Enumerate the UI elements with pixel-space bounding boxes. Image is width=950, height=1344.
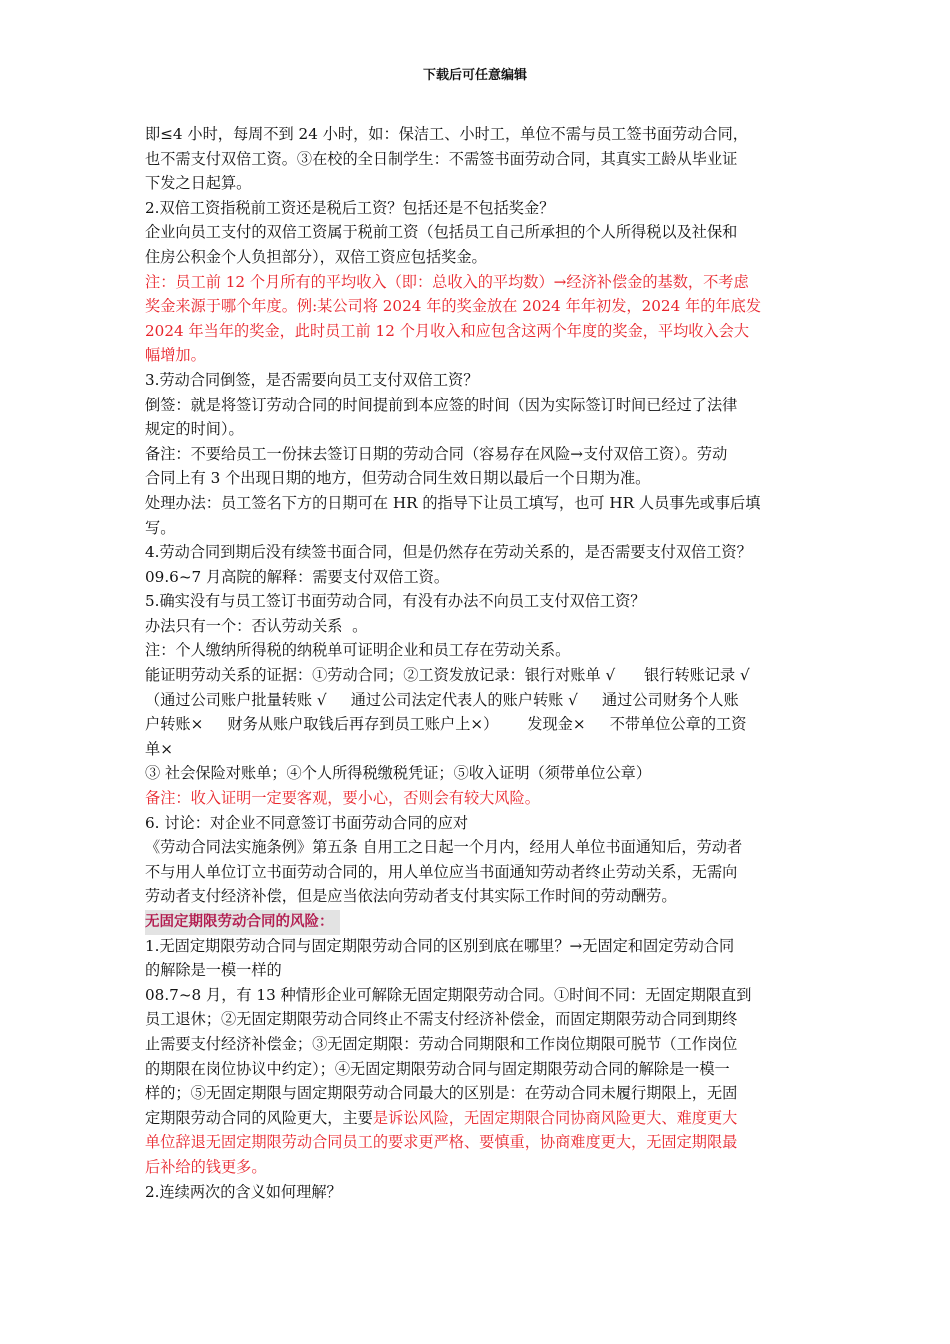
text-line: 奖金来源于哪个年度。例:某公司将 2024 年的奖金放在 2024 年年初发，2024 年的年底发 [145, 297, 762, 316]
text-line: 1.无固定期限劳动合同与固定期限劳动合同的区别到底在哪里？→无固定和固定劳动合同 [145, 936, 735, 955]
text-line: 合同上有 3 个出现日期的地方，但劳动合同生效日期以最后一个日期为准。 [145, 469, 651, 488]
text-line: 备注：不要给员工一份抹去签订日期的劳动合同（容易存在风险→支付双倍工资）。劳动 [145, 444, 728, 463]
document-body [145, 122, 810, 1204]
text-segment-highlight: 是诉讼风险，无固定期限合同协商风险更大、难度更大 [372, 1108, 738, 1127]
page-header: 下载后可任意编辑 [422, 68, 527, 83]
text-line: 5.确实没有与员工签订书面劳动合同，有没有办法不向员工支付双倍工资？ [145, 592, 646, 611]
text-line: （通过公司账户批量转账 √ 通过公司法定代表人的账户转账 √ 通过公司财务个人账 [145, 690, 739, 709]
text-line: 员工退休；②无固定期限劳动合同终止不需支付经济补偿金，而固定期限劳动合同到期终 [145, 1010, 738, 1029]
text-segment: 定期限劳动合同的风险更大，主要 [145, 1108, 373, 1127]
text-line: 幅增加。 [145, 346, 206, 365]
text-line: 办法只有一个：否认劳动关系 。 [145, 616, 368, 635]
text-line: 倒签：就是将签订劳动合同的时间提前到本应签的时间（因为实际签订时间已经过了法律 [145, 395, 738, 414]
text-line: 3.劳动合同倒签，是否需要向员工支付双倍工资？ [145, 370, 479, 389]
text-line: 的解除是一模一样的 [145, 961, 282, 980]
text-line: 后补给的钱更多。 [145, 1157, 267, 1176]
text-line: 09.6~7 月高院的解释：需要支付双倍工资。 [145, 567, 450, 586]
text-line: 住房公积金个人负担部分），双倍工资应包括奖金。 [145, 247, 487, 266]
text-line: 注：个人缴纳所得税的纳税单可证明企业和员工存在劳动关系。 [145, 641, 571, 660]
text-line: 6. 讨论：对企业不同意签订书面劳动合同的应对 [145, 813, 469, 832]
section-heading: 无固定期限劳动合同的风险： [145, 910, 340, 935]
text-line: 2.双倍工资指税前工资还是税后工资？包括还是不包括奖金？ [145, 198, 555, 217]
text-line: 规定的时间）。 [145, 420, 244, 439]
text-line: 08.7~8 月，有 13 种情形企业可解除无固定期限劳动合同。①时间不同：无固定期限直到 [145, 985, 752, 1004]
text-line: 不与用人单位订立书面劳动合同的，用人单位应当书面通知劳动者终止劳动关系，无需向 [145, 862, 738, 881]
text-line: 《劳动合同法实施条例》第五条 自用工之日起一个月内，经用人单位书面通知后，劳动者 [145, 838, 743, 857]
text-line: 也不需支付双倍工资。③在校的全日制学生：不需签书面劳动合同，其真实工龄从毕业证 [145, 149, 738, 168]
text-line: 备注：收入证明一定要客观，要小心，否则会有较大风险。 [145, 789, 540, 808]
text-line: 劳动者支付经济补偿，但是应当依法向劳动者支付其实际工作时间的劳动酬劳。 [145, 887, 677, 906]
text-line: 注：员工前 12 个月所有的平均收入（即：总收入的平均数）→经济补偿金的基数，不考虑 [145, 272, 749, 291]
text-line: 处理办法：员工签名下方的日期可在 HR 的指导下让员工填写，也可 HR 人员事先或事后填 [145, 493, 761, 512]
text-line: 能证明劳动关系的证据：①劳动合同；②工资发放记录：银行对账单 √ 银行转账记录 √ [145, 666, 750, 685]
text-line [145, 1106, 810, 1131]
text-line: 单× [145, 739, 173, 758]
text-line: 2.连续两次的含义如何理解？ [145, 1182, 342, 1201]
text-line: 样的；⑤无固定期限与固定期限劳动合同最大的区别是：在劳动合同未履行期限上，无固 [145, 1084, 738, 1103]
text-line: 4.劳动合同到期后没有续签书面合同，但是仍然存在劳动关系的，是否需要支付双倍工资？ [145, 543, 752, 562]
text-line: ③ 社会保险对账单；④个人所得税缴税凭证；⑤收入证明（须带单位公章） [145, 764, 652, 783]
text-line: 下发之日起算。 [145, 174, 252, 193]
text-line: 即≤4 小时，每周不到 24 小时，如：保洁工、小时工，单位不需与员工签书面劳动合同， [145, 125, 748, 143]
text-line: 止需要支付经济补偿金；③无固定期限：劳动合同期限和工作岗位期限可脱节（工作岗位 [145, 1034, 738, 1053]
text-line: 的期限在岗位协议中约定）；④无固定期限劳动合同与固定期限劳动合同的解除是一模一 [145, 1059, 730, 1078]
text-line: 写。 [145, 518, 176, 537]
text-line: 企业向员工支付的双倍工资属于税前工资（包括员工自己所承担的个人所得税以及社保和 [145, 223, 738, 242]
text-line: 单位辞退无固定期限劳动合同员工的要求更严格、要慎重，协商难度更大，无固定期限最 [145, 1133, 738, 1152]
text-line: 2024 年当年的奖金，此时员工前 12 个月收入和应包含这两个年度的奖金，平均收入会大 [145, 321, 750, 340]
text-line: 户转账× 财务从账户取钱后再存到员工账户上×） 发现金× 不带单位公章的工资 [145, 715, 747, 734]
text-line [145, 909, 810, 934]
